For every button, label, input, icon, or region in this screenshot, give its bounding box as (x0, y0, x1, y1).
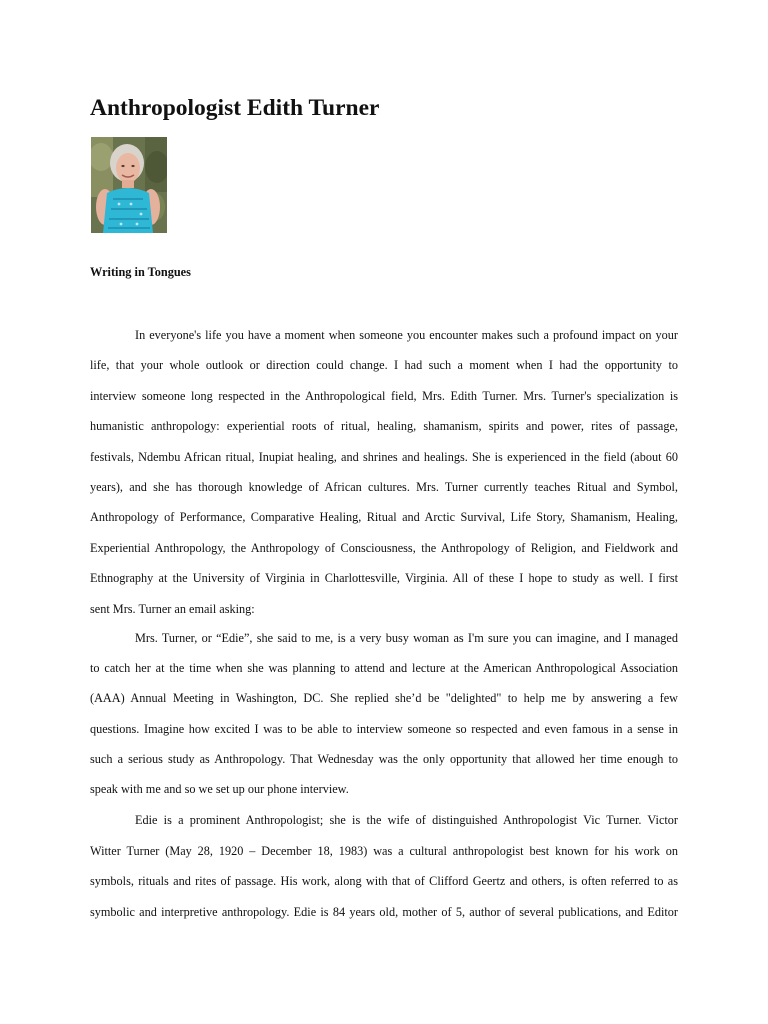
text-line: years), and she has thorough knowledge of African cultures. Mrs. Turner currently teaches Ritual and Symbol, (90, 480, 678, 495)
portrait-photo (91, 137, 167, 233)
text-line: life, that your whole outlook or direction could change. I had such a moment when I had the opportunity to (90, 358, 678, 373)
text-line: festivals, Ndembu African ritual, Inupiat healing, and shrines and healings. She is experienced in the field (about 60 (90, 449, 678, 464)
text-line: Witter Turner (May 28, 1920 – December 18, 1983) was a cultural anthropologist best known for his work on (90, 843, 678, 858)
portrait-image (91, 137, 167, 233)
document-title: Anthropologist Edith Turner (90, 95, 380, 121)
text-line: In everyone's life you have a moment when someone you encounter makes such a profound impact on your (135, 328, 678, 342)
text-line: Anthropology of Performance, Comparative Healing, Ritual and Arctic Survival, Life Story, Shamanism, Healing, (90, 510, 678, 525)
text-line: such a serious study as Anthropology. That Wednesday was the only opportunity that allowed her time enough to (90, 751, 678, 766)
section-subtitle: Writing in Tongues (90, 265, 191, 279)
text-line: Ethnography at the University of Virginia in Charlottesville, Virginia. All of these I hope to study as well. I first (90, 571, 678, 586)
text-line: (AAA) Annual Meeting in Washington, DC. She replied she’d be "delighted" to help me by answering a few (90, 691, 678, 706)
text-line: symbolic and interpretive anthropology. Edie is 84 years old, mother of 5, author of several publications, and Editor (90, 904, 678, 919)
text-line: humanistic anthropology: experiential roots of ritual, healing, shamanism, spirits and power, rites of passage, (90, 419, 678, 434)
text-line: Mrs. Turner, or “Edie”, she said to me, is a very busy woman as I'm sure you can imagine, and I managed (135, 631, 678, 645)
text-line: sent Mrs. Turner an email asking: (90, 601, 255, 616)
body-paragraph (90, 320, 678, 624)
text-line: Experiential Anthropology, the Anthropology of Consciousness, the Anthropology of Religion, and Fieldwork and (90, 540, 678, 555)
text-line: Edie is a prominent Anthropologist; she is the wife of distinguished Anthropologist Vic Turner. Victor (135, 813, 678, 827)
text-line: to catch her at the time when she was planning to attend and lecture at the American Anthropological Association (90, 661, 678, 676)
body-paragraph (90, 623, 678, 804)
text-line: speak with me and so we set up our phone interview. (90, 782, 349, 797)
text-line: questions. Imagine how excited I was to be able to interview someone so respected and even famous in a sense in (90, 721, 678, 736)
text-line: interview someone long respected in the Anthropological field, Mrs. Edith Turner. Mrs. Turner's specialization is (90, 388, 678, 403)
text-line: symbols, rituals and rites of passage. His work, along with that of Clifford Geertz and others, is often referred to as (90, 874, 678, 889)
body-paragraph (90, 805, 678, 927)
